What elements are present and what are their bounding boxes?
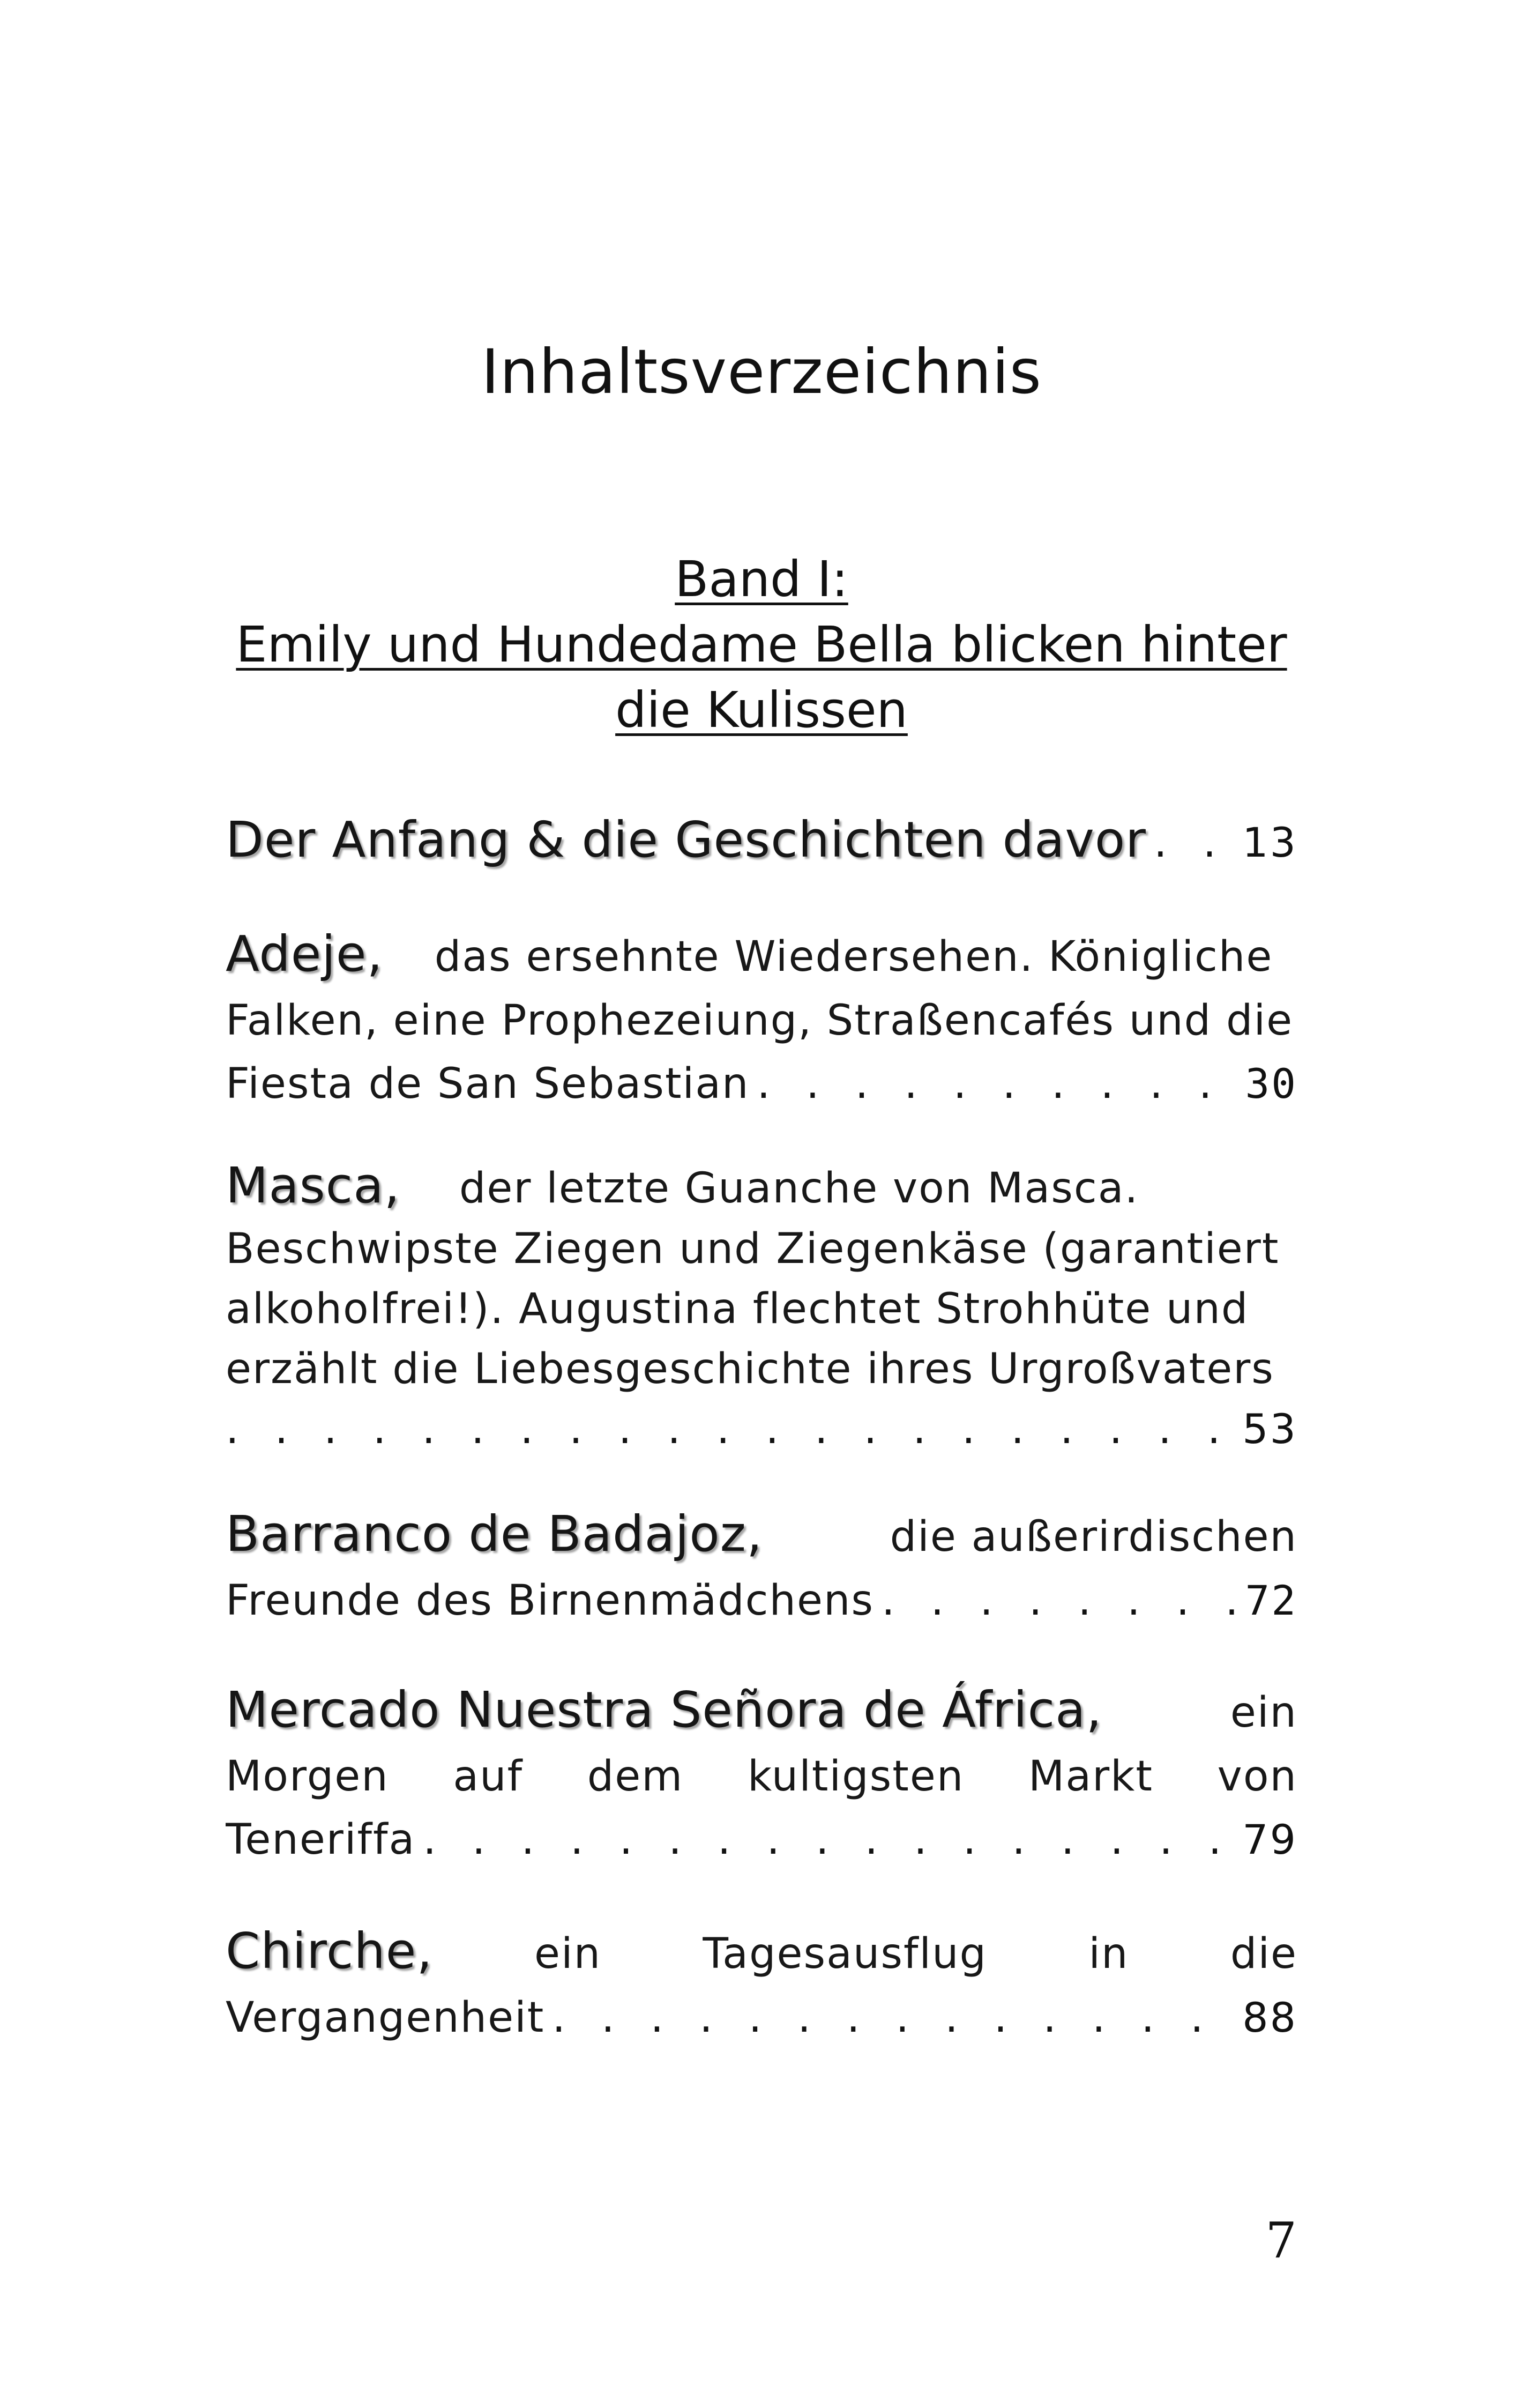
page-title: Inhaltsverzeichnis <box>481 336 1042 407</box>
toc-entry-line <box>226 1743 1297 1810</box>
toc-entry[interactable] <box>226 1677 1297 1870</box>
toc-entry-line <box>226 987 1297 1054</box>
toc-entry-description: das ersehnte Wiedersehen. Königliche <box>434 933 1273 981</box>
dot-leader <box>1146 809 1238 873</box>
toc-entry-line <box>226 1677 1297 1743</box>
toc-entry-description: erzählt die Liebesgeschichte ihres Urgroßvaters <box>226 1345 1274 1393</box>
toc-entry-description: Teneriffa <box>226 1816 416 1864</box>
toc-entry-description: ein <box>1230 1689 1297 1737</box>
dot-leader <box>415 1810 1238 1870</box>
toc-entry-description: die außerirdischen <box>890 1513 1297 1561</box>
toc-entry-word: die <box>1230 1930 1297 1978</box>
toc-entry-word: Markt <box>1028 1752 1153 1801</box>
band-heading-line: die Kulissen <box>615 681 908 739</box>
toc-entry-description: Vergangenheit <box>226 1994 545 2042</box>
toc-entry-description: Fiesta de San Sebastian <box>226 1060 750 1108</box>
toc-entry-place: Masca, <box>226 1157 400 1214</box>
toc-entry-line <box>226 1810 1297 1870</box>
toc-entry-line <box>226 1219 1297 1279</box>
toc-entry-word: Morgen <box>226 1752 389 1801</box>
band-heading <box>226 547 1297 743</box>
toc-entry-place: Adeje, <box>226 925 383 983</box>
toc-entry-page-number: 79 <box>1242 1816 1297 1863</box>
toc-entry-description: der letzte Guanche von Masca. <box>459 1164 1139 1213</box>
band-heading-line: Band I: <box>675 551 848 608</box>
toc-entry-line <box>226 1153 1297 1219</box>
toc-entry-description: Freunde des Birnenmädchens <box>226 1577 875 1625</box>
toc-entry-line <box>226 1918 1297 1985</box>
toc-entry-line <box>226 1985 1297 2051</box>
toc-entry[interactable] <box>226 1501 1297 1634</box>
toc-entry-place: Chirche, <box>226 1922 433 1980</box>
dot-leader <box>749 1054 1241 1114</box>
toc-entry-line <box>226 921 1297 987</box>
toc-entry-description: Beschwipste Ziegen und Ziegenkäse (garantiert <box>226 1225 1280 1273</box>
toc-entry-page-number: 72 <box>1245 1577 1297 1624</box>
toc-entry[interactable] <box>226 1153 1297 1459</box>
toc-entry-description: alkoholfrei!). Augustina flechtet Strohhüte und <box>226 1285 1249 1333</box>
toc-entry-page-number: 13 <box>1242 819 1297 866</box>
toc-entry-place: Mercado Nuestra Señora de África, <box>226 1681 1102 1738</box>
toc-entry-page-number: 53 <box>1242 1405 1297 1453</box>
toc-entry-word: Tagesausflug <box>703 1930 988 1978</box>
toc-entry-page-number: 88 <box>1242 1994 1297 2041</box>
toc-entry-line <box>226 807 1297 873</box>
toc-entry-line <box>226 1279 1297 1339</box>
toc-entry[interactable] <box>226 807 1297 873</box>
toc-entry-page-number: 30 <box>1245 1060 1297 1108</box>
dot-leader <box>874 1567 1241 1634</box>
toc-entry-line <box>226 1501 1297 1567</box>
page-number: 7 <box>1265 2212 1297 2269</box>
toc-entry-word: ein <box>534 1930 602 1978</box>
dot-leader <box>226 1399 1238 1459</box>
toc-entry-word: dem <box>587 1752 684 1801</box>
toc-entry-line <box>226 1054 1297 1114</box>
toc-entry-word: auf <box>453 1752 524 1801</box>
toc-entry-place: Barranco de Badajoz, <box>226 1505 763 1563</box>
dot-leader <box>544 1985 1238 2051</box>
toc-entry-word: in <box>1088 1930 1129 1978</box>
toc-entry-line <box>226 1567 1297 1634</box>
toc-entry-line <box>226 1339 1297 1399</box>
toc-entry-word: von <box>1217 1752 1297 1801</box>
toc-entry[interactable] <box>226 921 1297 1114</box>
toc-entry[interactable] <box>226 1918 1297 2051</box>
toc-entry-description: Falken, eine Prophezeiung, Straßencafés und die <box>226 997 1294 1045</box>
toc-entry-line <box>226 1399 1297 1459</box>
toc-entry-word: kultigsten <box>748 1752 965 1801</box>
toc-entry-place: Der Anfang & die Geschichten davor <box>226 811 1146 868</box>
band-heading-line: Emily und Hundedame Bella blicken hinter <box>236 616 1287 673</box>
